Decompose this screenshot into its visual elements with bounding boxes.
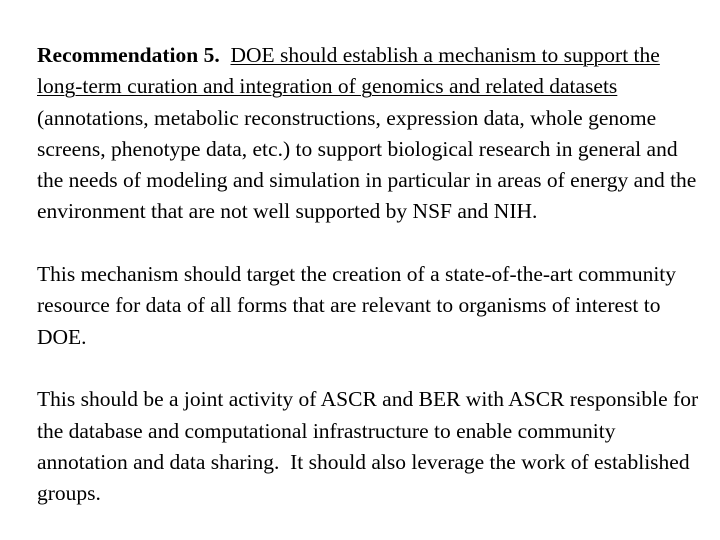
joint-activity-paragraph: This should be a joint activity of ASCR and BER with ASCR responsible for the database and computational infrastructure to enable community annotation and data sharing. It should also leverage the work of established groups. (37, 387, 704, 506)
mechanism-paragraph: This mechanism should target the creation of a state-of-the-art community resource for data of all forms that are relevant to organisms of interest to DOE. (37, 262, 677, 349)
slide-body (37, 40, 709, 509)
recommendation-spacer (220, 43, 231, 67)
recommendation-details: (annotations, metabolic reconstructions, expression data, whole genome screens, phenotype data, etc.) to support biological research in general and the needs of modeling and simulation in particular in areas of energy and the environment that are not well supported by NSF and NIH. (37, 105, 697, 224)
recommendation-key-statement: DOE should establish a mechanism to support the long-term curation and integration of genomics and related datasets (37, 43, 660, 99)
recommendation-label: Recommendation 5. (37, 43, 220, 67)
recommendation-paragraph (37, 40, 709, 228)
